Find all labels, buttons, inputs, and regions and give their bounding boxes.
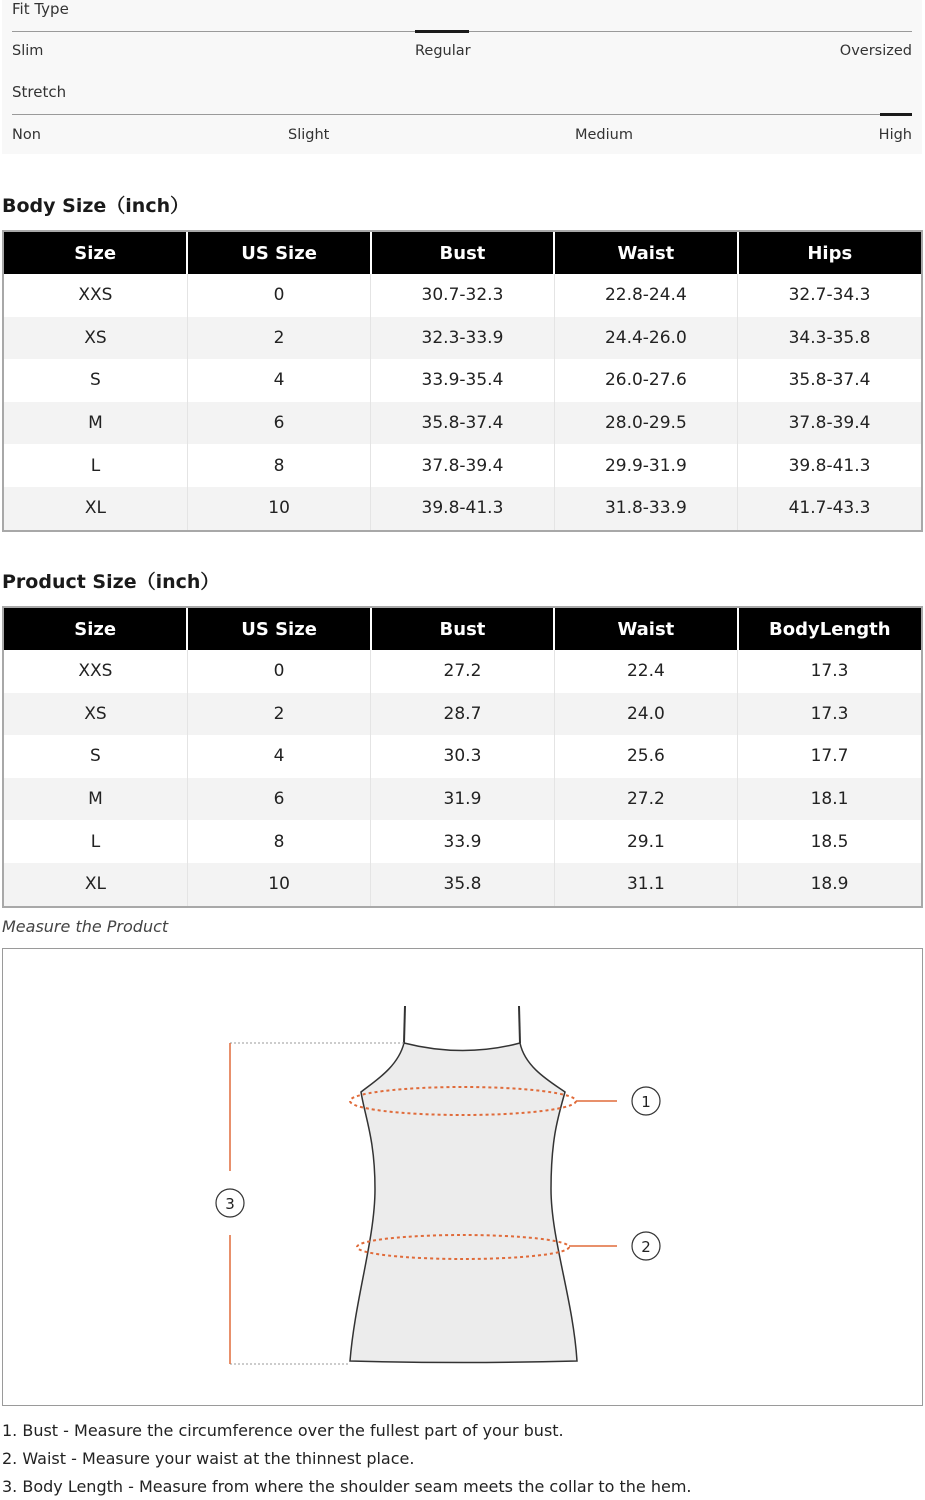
table-cell: XS: [4, 317, 187, 360]
table-cell: 26.0-27.6: [554, 359, 737, 402]
column-header-waist: Waist: [554, 232, 737, 274]
note-waist: 2. Waist - Measure your waist at the thinnest place.: [2, 1449, 415, 1468]
table-cell: 10: [187, 487, 370, 530]
table-row: [4, 274, 921, 317]
table-cell: XXS: [4, 274, 187, 317]
column-header-body-length: BodyLength: [738, 608, 921, 650]
table-cell: 29.9-31.9: [554, 444, 737, 487]
table-row: [4, 444, 921, 487]
stretch-heading: Stretch: [12, 83, 67, 101]
table-cell: M: [4, 402, 187, 445]
bust-marker-label: 1: [641, 1093, 651, 1111]
column-header-bust: Bust: [371, 232, 554, 274]
table-cell: 24.4-26.0: [554, 317, 737, 360]
fit-option-oversized: Oversized: [839, 43, 912, 59]
table-row: [4, 359, 921, 402]
note-bust: 1. Bust - Measure the circumference over the fullest part of your bust.: [2, 1421, 564, 1440]
table-cell: 37.8-39.4: [738, 402, 921, 445]
stretch-option-non: Non: [12, 127, 41, 143]
table-cell: XL: [4, 487, 187, 530]
table-cell: 17.3: [738, 693, 921, 736]
table-cell: 6: [187, 778, 370, 821]
table-cell: L: [4, 444, 187, 487]
table-row: [4, 693, 921, 736]
table-cell: 31.8-33.9: [554, 487, 737, 530]
table-row: [4, 820, 921, 863]
table-cell: 27.2: [371, 650, 554, 693]
body-size-title: Body Size（inch）: [2, 195, 190, 217]
table-row: [4, 402, 921, 445]
table-cell: 28.7: [371, 693, 554, 736]
table-cell: 22.8-24.4: [554, 274, 737, 317]
column-header-waist: Waist: [554, 608, 737, 650]
product-size-table: [2, 606, 923, 908]
stretch-scale: [12, 114, 912, 115]
table-row: [4, 735, 921, 778]
table-cell: 18.5: [738, 820, 921, 863]
table-cell: 0: [187, 274, 370, 317]
stretch-option-slight: Slight: [288, 127, 330, 143]
fit-panel: [2, 0, 922, 154]
stretch-option-medium: Medium: [575, 127, 633, 143]
table-cell: 31.9: [371, 778, 554, 821]
column-header-us-size: US Size: [187, 608, 370, 650]
table-cell: 33.9: [371, 820, 554, 863]
table-cell: XS: [4, 693, 187, 736]
product-size-title: Product Size（inch）: [2, 571, 220, 593]
column-header-size: Size: [4, 232, 187, 274]
table-cell: 18.1: [738, 778, 921, 821]
table-cell: M: [4, 778, 187, 821]
table-cell: 18.9: [738, 863, 921, 906]
length-marker-label: 3: [225, 1195, 235, 1213]
table-cell: 6: [187, 402, 370, 445]
table-cell: XL: [4, 863, 187, 906]
table-cell: 34.3-35.8: [738, 317, 921, 360]
column-header-us-size: US Size: [187, 232, 370, 274]
table-cell: 30.3: [371, 735, 554, 778]
table-cell: 28.0-29.5: [554, 402, 737, 445]
table-cell: S: [4, 735, 187, 778]
right-strap: [519, 1006, 520, 1043]
stretch-marker: [880, 113, 912, 116]
table-cell: 22.4: [554, 650, 737, 693]
table-row: [4, 778, 921, 821]
table-cell: 2: [187, 693, 370, 736]
table-cell: 17.7: [738, 735, 921, 778]
measure-caption: Measure the Product: [2, 917, 169, 936]
table-cell: 2: [187, 317, 370, 360]
table-cell: 39.8-41.3: [371, 487, 554, 530]
table-cell: 25.6: [554, 735, 737, 778]
table-cell: 4: [187, 735, 370, 778]
table-cell: 35.8: [371, 863, 554, 906]
body-size-table: [2, 230, 923, 532]
table-row: [4, 317, 921, 360]
fit-type-marker: [415, 30, 469, 33]
fit-option-slim: Slim: [12, 43, 44, 59]
table-cell: 33.9-35.4: [371, 359, 554, 402]
table-cell: 30.7-32.3: [371, 274, 554, 317]
table-cell: 29.1: [554, 820, 737, 863]
table-cell: S: [4, 359, 187, 402]
fit-type-heading: Fit Type: [12, 0, 69, 18]
stretch-option-high: High: [878, 127, 912, 143]
camisole-diagram: [3, 949, 924, 1407]
table-cell: 32.7-34.3: [738, 274, 921, 317]
table-cell: 35.8-37.4: [738, 359, 921, 402]
table-cell: 27.2: [554, 778, 737, 821]
table-cell: XXS: [4, 650, 187, 693]
table-cell: 0: [187, 650, 370, 693]
table-cell: 17.3: [738, 650, 921, 693]
note-body-length: 3. Body Length - Measure from where the shoulder seam meets the collar to the hem.: [2, 1477, 692, 1496]
fit-option-regular: Regular: [415, 43, 471, 59]
left-strap: [404, 1006, 405, 1043]
table-cell: 10: [187, 863, 370, 906]
table-cell: 35.8-37.4: [371, 402, 554, 445]
table-cell: L: [4, 820, 187, 863]
column-header-size: Size: [4, 608, 187, 650]
table-cell: 4: [187, 359, 370, 402]
table-cell: 24.0: [554, 693, 737, 736]
column-header-bust: Bust: [371, 608, 554, 650]
table-cell: 8: [187, 820, 370, 863]
table-header-row: [4, 232, 921, 274]
waist-marker-label: 2: [641, 1238, 651, 1256]
table-header-row: [4, 608, 921, 650]
table-row: [4, 487, 921, 530]
measurement-diagram: [2, 948, 923, 1406]
table-cell: 37.8-39.4: [371, 444, 554, 487]
table-row: [4, 650, 921, 693]
table-cell: 39.8-41.3: [738, 444, 921, 487]
table-cell: 8: [187, 444, 370, 487]
column-header-hips: Hips: [738, 232, 921, 274]
table-cell: 32.3-33.9: [371, 317, 554, 360]
table-cell: 31.1: [554, 863, 737, 906]
table-row: [4, 863, 921, 906]
table-cell: 41.7-43.3: [738, 487, 921, 530]
